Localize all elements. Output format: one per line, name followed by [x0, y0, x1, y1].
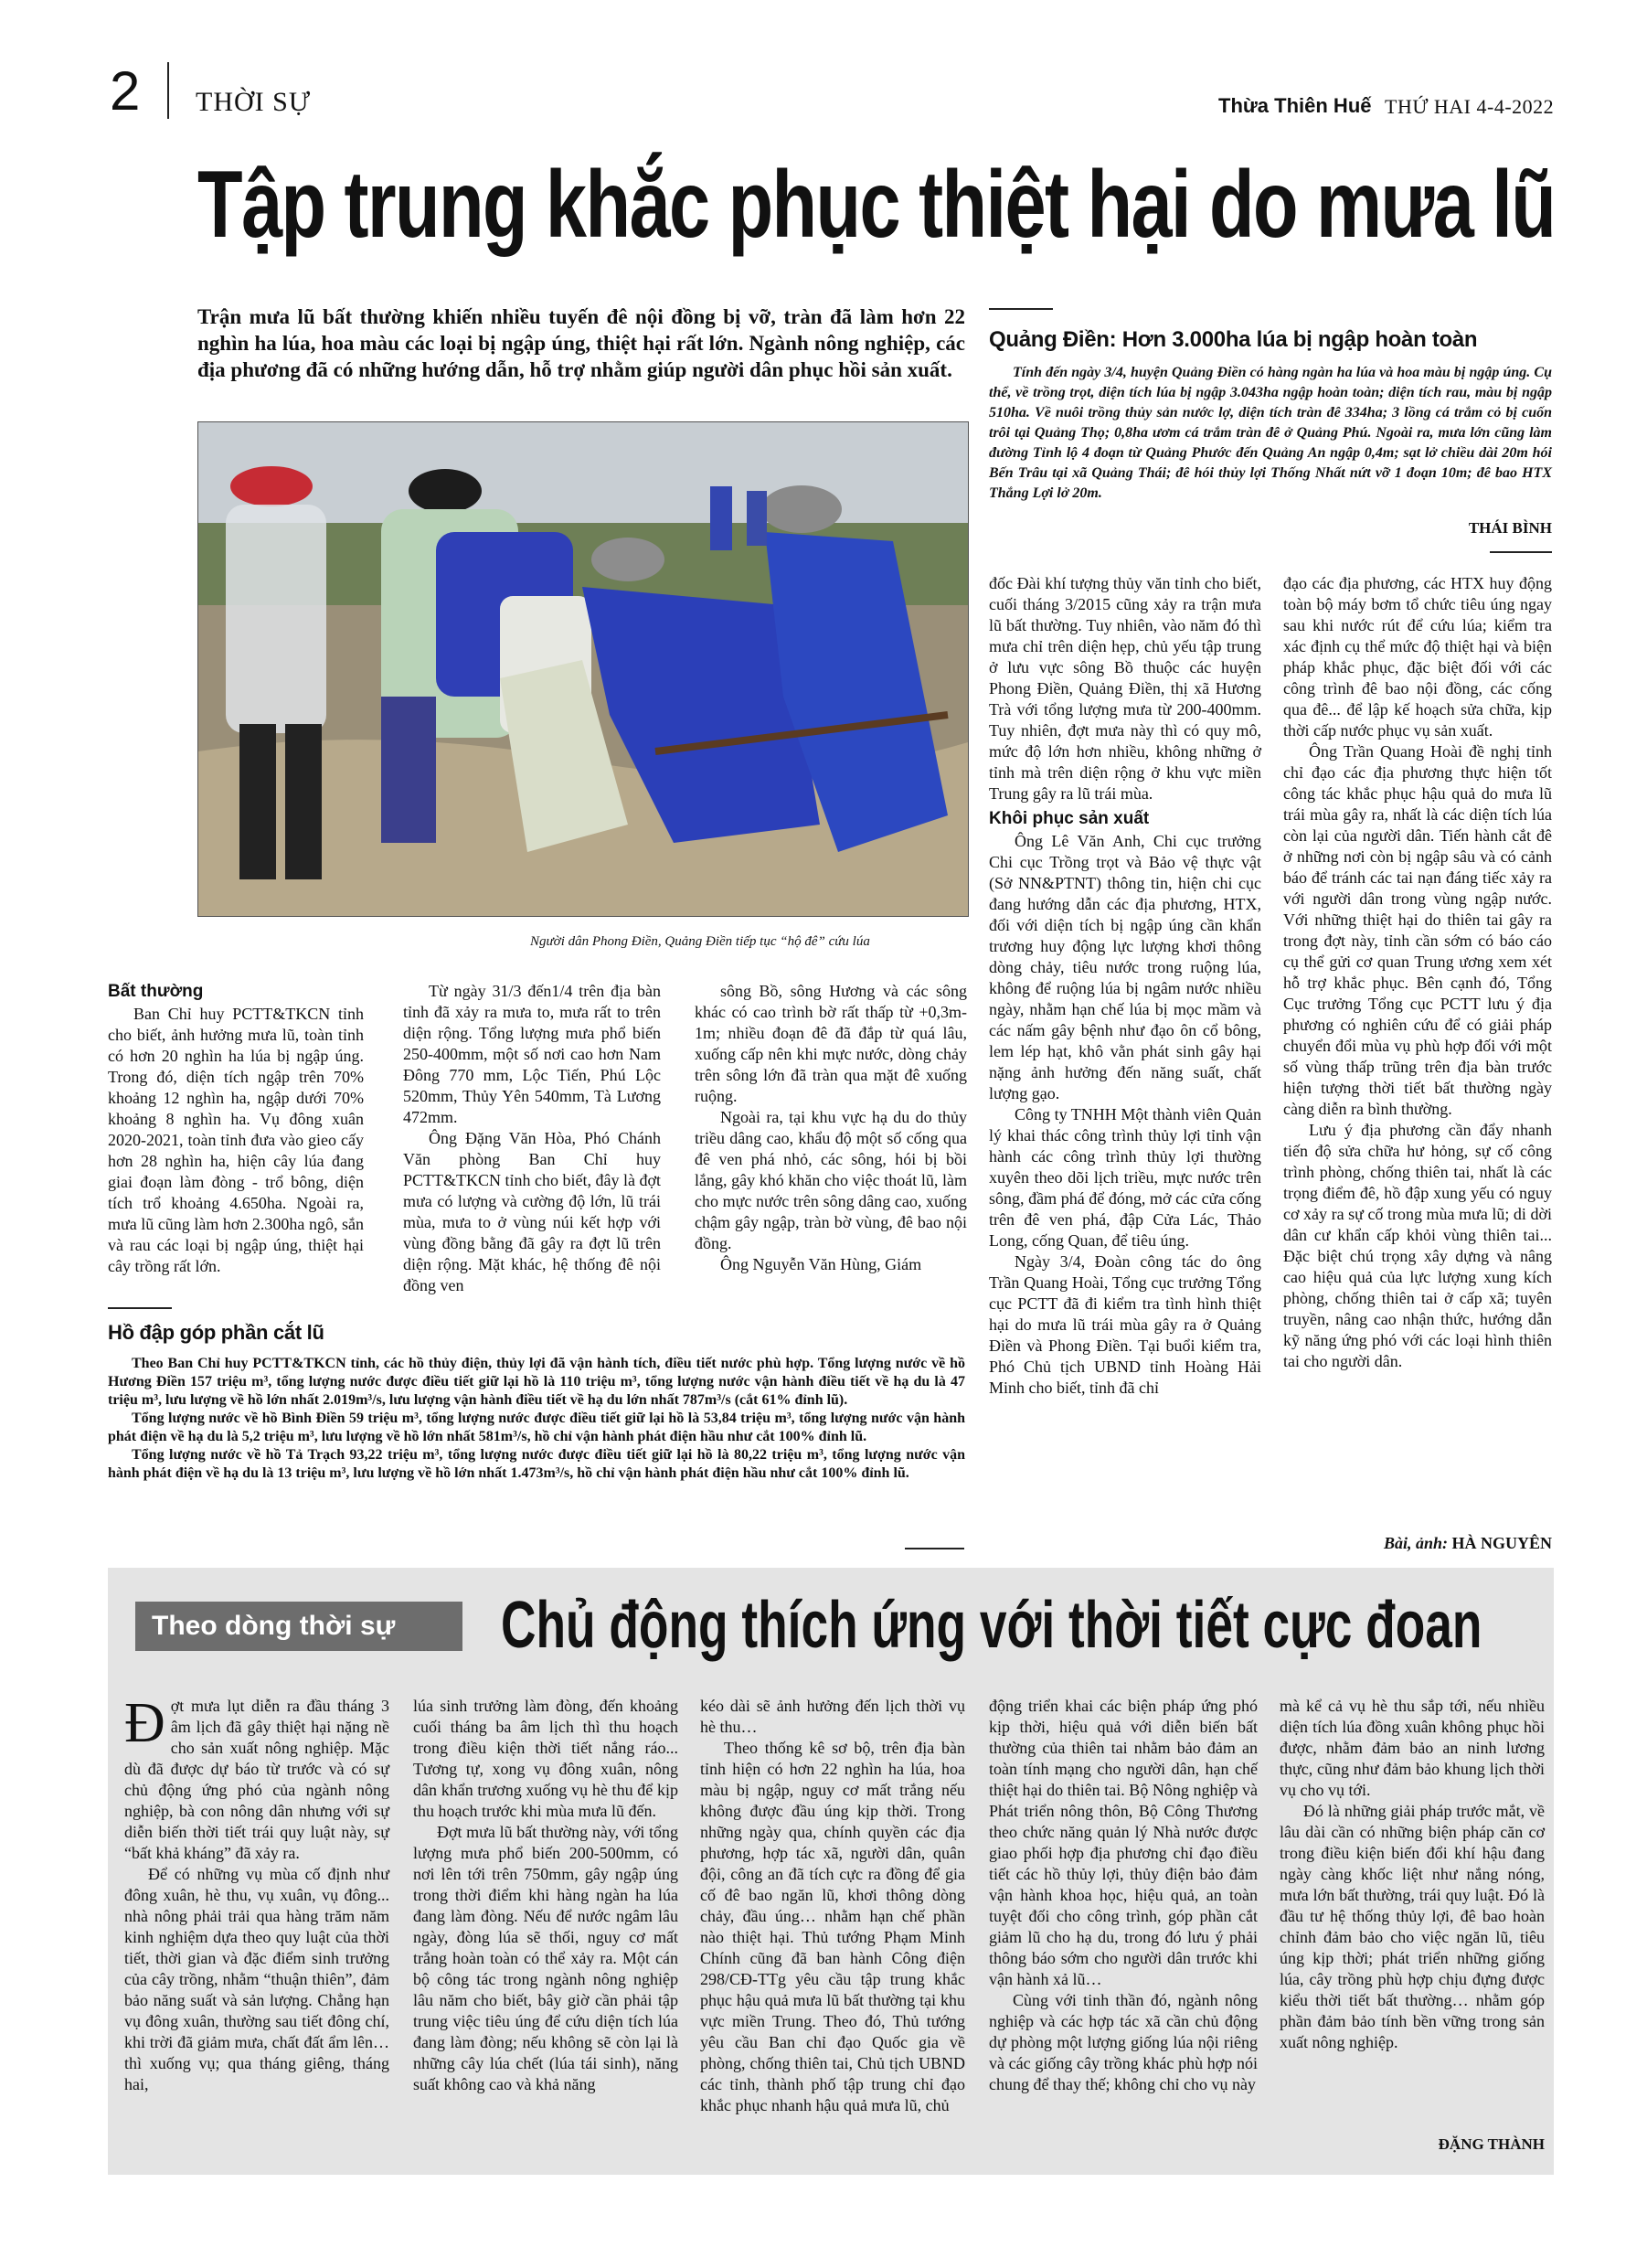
- opinion-col1-paragraph: Để có những vụ mùa cố định như đông xuân, hè thu, vụ xuân, vụ đông... nhà nông phải trải qua hàng trăm năm kinh nghiệm dựa theo quy luật của thời tiết, thời gian và đặc điểm sinh trưởng của cây trồng, nhằm “thuận thiên”, đảm bảo năng suất và sản lượng. Chẳng hạn vụ đông xuân, thường sau tiết đông chí, khi trời đã giảm mưa, chất đất ẩm lên… thì xuống vụ; qua tháng giêng, tháng hai,: [124, 1865, 389, 2093]
- lakes-heading: Hồ đập góp phần cắt lũ: [108, 1321, 324, 1344]
- byline-label: Bài, ảnh:: [1383, 1534, 1448, 1552]
- flood-photo: [197, 421, 969, 917]
- opinion-col2-paragraph: lúa sinh trưởng làm đòng, đến khoảng cuối tháng ba âm lịch thì thu hoạch trong điều kiện thời tiết nắng ráo... Tương tự, xong vụ đông xuân, nông dân khẩn trương xuống vụ hè thu để kịp thu hoạch trước khi mùa mưa lũ đến.: [413, 1697, 678, 1820]
- article-column-4: [989, 573, 1261, 1399]
- lakes-top-rule: [108, 1307, 172, 1309]
- col2-paragraph: Từ ngày 31/3 đến1/4 trên địa bàn tỉnh đã xảy ra mưa to, mưa rất to trên diện rộng. Tổng lượng mưa phổ biến 250-400mm, một số nơi cao hơn Nam Đông 770 mm, Lộc Tiến, Phú Lộc 520mm, Thủy Yên 540mm, Tà Lương 472mm.: [403, 982, 661, 1126]
- article-column-5: [1283, 573, 1552, 1372]
- main-headline: Tập trung khắc phục thiệt hại do mưa lũ: [197, 152, 1556, 258]
- opinion-col4-paragraph: Cùng với tinh thần đó, ngành nông nghiệp và các hợp tác xã cần chủ động dự phòng một lượng giống lúa nội riêng và các giống cây trồng khác phù hợp nói chung để thay thế; không chỉ cho vụ này: [989, 1991, 1258, 2093]
- lakes-paragraph: Theo Ban Chỉ huy PCTT&TKCN tỉnh, các hồ thủy điện, thủy lợi đã vận hành tích, điều tiết nước phù hợp. Tổng lượng nước về hồ Hương Điền 157 triệu m³, tổng lượng nước được điều tiết giữ lại hồ là 110 triệu m³, tổng lượng nước vận hành điều tiết về hạ du là 47 triệu m³, lưu lượng về hồ lớn nhất 2.019m³/s, lưu lượng vận hành điều tiết về hạ du lớn nhất 787m³/s (cắt 61% đỉnh lũ).: [108, 1356, 965, 1408]
- col4-paragraph: Ngày 3/4, Đoàn công tác do ông Trần Quang Hoài, Tổng cục trưởng Tổng cục PCTT đã đi kiểm tra tình hình thiệt hại do mưa lũ trái mùa gây ra ở Quảng Điền và Phong Điền. Tại buổi kiểm tra, Phó Chủ tịch UBND tỉnh Hoàng Hải Minh cho biết, tỉnh đã chỉ: [989, 1252, 1261, 1397]
- col2-paragraph: Ông Đặng Văn Hòa, Phó Chánh Văn phòng Ban Chỉ huy PCTT&TKCN tỉnh cho biết, đây là đợt mưa có lượng và cường độ lớn, lũ trái mùa, mưa to ở vùng núi kết hợp với vùng đồng bằng đã gây ra đợt lũ trên diện rộng. Mặt khác, hệ thống đê nội đồng ven: [403, 1129, 661, 1294]
- drop-cap: Đ: [124, 1692, 165, 1754]
- opinion-col5-paragraph: mà kể cả vụ hè thu sắp tới, nếu nhiều diện tích lúa đồng xuân không phục hồi được, nhằm đảm bảo an ninh lương thực, cũng như đảm bảo khung lịch thời vụ cho vụ tới.: [1280, 1697, 1545, 1799]
- article-byline: [1283, 1534, 1552, 1553]
- col3-paragraph: sông Bồ, sông Hương và các sông khác có cao trình bờ rất thấp từ +0,3m-1m; nhiều đoạn đê đã đắp từ quá lâu, xuống cấp nên khi mực nước, dòng chảy trên sông lớn đã tràn qua mặt đê xuống ruộng.: [695, 982, 967, 1105]
- opinion-col2-paragraph: Đợt mưa lũ bất thường này, với tổng lượng mưa phổ biến 200-500mm, có nơi lên tới trên 750mm, gây ngập úng trong thời điểm khi hàng ngàn ha lúa đang làm đòng. Nếu để nước ngâm lâu ngày, đòng lúa sẽ thối, nguy cơ mất trắng hoàn toàn có thể xảy ra. Một cán bộ công tác trong ngành nông nghiệp lâu năm cho biết, bây giờ cần phải tập trung việc tiêu úng để cứu diện tích lúa đang làm đòng; nếu không sẽ còn lại là những cây lúa chết (lúa tái sinh), năng suất không cao và khả năng: [413, 1823, 678, 2093]
- col4-paragraph: đốc Đài khí tượng thủy văn tỉnh cho biết, cuối tháng 3/2015 cũng xảy ra trận mưa lũ bất thường. Tuy nhiên, vào năm đó thì mưa chỉ trên diện hẹp, chủ yếu tập trung ở lưu vực sông Bồ thuộc các huyện Phong Điền, Quảng Điền, thị xã Hương Trà với tổng lượng mưa từ 200-400mm. Tuy nhiên, đợt mưa này thì có quy mô, mức độ lớn hơn nhiều, không những ở tỉnh mà trên diện rộng ở khu vực miền Trung gây ra lũ trái mùa.: [989, 574, 1261, 803]
- sidebar-bottom-rule: [1490, 551, 1552, 553]
- col5-paragraph: Lưu ý địa phương cần đẩy nhanh tiến độ sửa chữa hư hỏng, sự cố công trình phòng, chống thiên tai, nhất là các trọng điểm đê, hồ đập xung yếu có nguy cơ xảy ra sự cố trong mùa mưa lũ; di dời dân cư khẩn cấp khỏi vùng thiên tai... Đặc biệt chú trọng xây dựng và nâng cao hiệu quả của lực lượng xung kích phòng, chống thiên tai ở cấp xã; tuyên truyền, nâng cao nhận thức, hướng dẫn kỹ năng ứng phó với các loại hình thiên tai cho người dân.: [1283, 1121, 1552, 1370]
- col4-paragraph: Ông Lê Văn Anh, Chi cục trưởng Chi cục Trồng trọt và Bảo vệ thực vật (Sở NN&PTNT) thông tin, hiện chi cục đang hướng dẫn các địa phương, HTX, đối với diện tích bị ngập úng cần khẩn trương huy động lực lượng khơi thông dòng chảy, tiêu nước trong ruộng lúa, không để ruộng lúa bị ngâm nước nhiều ngày, nhằm hạn chế lúa bị mọc mầm và các nấm gây bệnh như đạo ôn cổ bông, lem lép hạt, khô vằn phát sinh gây hại nặng ảnh hưởng đến năng suất, chất lượng gạo.: [989, 832, 1261, 1102]
- opinion-column-1: [124, 1692, 389, 2095]
- opinion-col3-paragraph: kéo dài sẽ ảnh hưởng đến lịch thời vụ hè thu…: [700, 1697, 965, 1736]
- masthead-divider: [167, 62, 169, 119]
- page-number: 2: [110, 60, 141, 122]
- photo-caption: Người dân Phong Điền, Quảng Điền tiếp tục “hộ đê” cứu lúa: [530, 934, 870, 949]
- col3-paragraph: Ông Nguyễn Văn Hùng, Giám: [720, 1255, 922, 1273]
- lakes-paragraph: Tổng lượng nước về hồ Bình Điền 59 triệu m³, tổng lượng nước được điều tiết giữ lại hồ là 53,84 triệu m³, tổng lượng nước vận hành phát điện về hạ du là 5,2 triệu m³, lưu lượng về hồ lớn nhất 581m³/s, hồ chỉ vận hành phát điện hầu như cắt 100% đỉnh lũ.: [108, 1411, 965, 1444]
- opinion-col4-paragraph: động triển khai các biện pháp ứng phó kịp thời, hiệu quả với diễn biến bất thường của thiên tai nhằm bảo đảm an toàn tính mạng cho người dân, hạn chế thiệt hại do thiên tai. Bộ Nông nghiệp và Phát triển nông thôn, Bộ Công Thương theo chức năng quản lý Nhà nước được giao phối hợp địa phương chỉ đạo điều tiết các hồ thủy lợi, thủy điện bảo đảm vận hành khoa học, hiệu quả, an toàn tuyệt đối cho công trình, góp phần cắt giảm lũ cho hạ du, trong đó lưu ý phải thông báo sớm cho người dân trước khi vận hành xả lũ…: [989, 1697, 1258, 1988]
- issue-date: THỨ HAI 4-4-2022: [1385, 95, 1555, 118]
- subheading-khoi-phuc: Khôi phục sản xuất: [989, 809, 1150, 828]
- sidebar-byline: THÁI BÌNH: [1468, 519, 1552, 537]
- opinion-column-3: [700, 1696, 965, 2116]
- lakes-paragraph: Tổng lượng nước về hồ Tả Trạch 93,22 triệu m³, tổng lượng nước được điều tiết giữ lại hồ là 80,22 triệu m³, tổng lượng nước vận hành phát điện về hạ du là 13 triệu m³, lưu lượng về hồ lớn nhất 1.473m³/s, hồ chỉ vận hành phát điện hầu như cắt 100% đỉnh lũ.: [108, 1447, 965, 1481]
- opinion-col5-paragraph: Đó là những giải pháp trước mắt, về lâu dài cần có những biện pháp căn cơ trong điều kiện biến đổi khí hậu đang ngày càng khốc liệt như nắng nóng, mưa lớn bất thường, trái quy luật. Đó là đầu tư hệ thống thủy lợi, đê bao hoàn chỉnh đảm bảo cho việc ngăn lũ, tiêu úng kịp thời; phát triển những giống lúa, cây trồng phù hợp chịu đựng được kiểu thời tiết bất thường… nhằm góp phần đảm bảo tính bền vững trong sản xuất nông nghiệp.: [1280, 1802, 1545, 2051]
- opinion-column-4: [989, 1696, 1258, 2095]
- lead-paragraph: Trận mưa lũ bất thường khiến nhiều tuyến đê nội đồng bị vỡ, tràn đã làm hơn 22 nghìn ha lúa, hoa màu các loại bị ngập úng, thiệt hại rất lớn. Ngành nông nghiệp, các địa phương đã có những hướng dẫn, hỗ trợ nhằm giúp người dân phục hồi sản xuất.: [197, 305, 965, 381]
- byline-name: HÀ NGUYÊN: [1451, 1534, 1552, 1552]
- opinion-col1-text: ợt mưa lụt diễn ra đầu tháng 3 âm lịch đã gây thiệt hại nặng nề cho sản xuất nông nghiệp. Mặc dù đã được dự báo từ trước và có sự chủ động ứng phó của ngành nông nghiệp, bà con nông dân nhưng với sự diễn biến thời tiết trái quy luật này, sự “bất khả kháng” đã xảy ra.: [124, 1697, 389, 1862]
- subheading-bat-thuong: Bất thường: [108, 982, 204, 1001]
- flood-photo-illustration: [198, 422, 968, 916]
- col5-paragraph: Ông Trần Quang Hoài đề nghị tỉnh chỉ đạo các địa phương thực hiện tốt công tác khắc phục hậu quả do mưa lũ trái mùa gây ra, nhất là các diện tích lúa còn lại của người dân. Tiến hành cắt đê ở những nơi còn bị ngập sâu và có cảnh báo để tránh các tai nạn đáng tiếc xảy ra với người dân trong vùng ngập nước. Với những thiệt hại do thiên tai gây ra trong đợt này, tỉnh cần sớm có báo cáo cụ thể gửi cơ quan Trung ương xem xét hỗ trợ khắc phục. Bên cạnh đó, Tổng Cục trưởng Tổng cục PCTT lưu ý địa phương có nghiên cứu để có giải pháp chuyển đổi mùa vụ phù hợp đối với một số vùng thấp trũng trên địa bàn trước hiện tượng thời tiết bất thường ngày càng diễn ra bình thường.: [1283, 742, 1552, 1118]
- column-tag: Theo dòng thời sự: [135, 1602, 462, 1651]
- col5-paragraph: đạo các địa phương, các HTX huy động toàn bộ máy bơm tổ chức tiêu úng ngay sau khi nước rút để cứu lúa; kiểm tra xác định cụ thể mức độ thiệt hại và biện pháp khắc phục, đặc biệt đối với các công trình đê bao nội đồng, các cống qua đê... để lập kế hoạch sửa chữa, kịp thời cấp nước phục vụ sản xuất.: [1283, 574, 1552, 740]
- paper-name: Thừa Thiên Huế: [1218, 94, 1372, 117]
- col4-paragraph: Công ty TNHH Một thành viên Quản lý khai thác công trình thủy lợi tỉnh vận hành các công trình thủy lợi thường xuyên theo dõi lịch triều, mực nước trên sông, đầm phá để đóng, mở các cửa cống trên đê ven phá, đập Cửa Lác, Thảo Long, cống Quan, để tiêu úng.: [989, 1105, 1261, 1250]
- lakes-bottom-rule: [905, 1548, 964, 1549]
- opinion-col3-paragraph: Theo thống kê sơ bộ, trên địa bàn tỉnh hiện có hơn 22 nghìn ha lúa, hoa màu bị ngập, nguy cơ mất trắng nếu không được đầu úng kịp thời. Trong những ngày qua, chính quyền các địa phương, hợp tác xã, người dân, quân đội, công an đã tích cực ra đồng để gia cố đê bao ngăn lũ, khơi thông dòng chảy, đầu úng… nhằm hạn chế phần nào thiệt hại. Thủ tướng Phạm Minh Chính cũng đã ban hành Công điện 298/CĐ-TTg yêu cầu tập trung khắc phục hậu quả mưa lũ bất thường tại khu vực miền Trung. Theo đó, Thủ tướng yêu cầu Ban chỉ đạo Quốc gia về phòng, chống thiên tai, Chủ tịch UBND các tỉnh, thành phố tập trung chỉ đạo khắc phục nhanh hậu quả mưa lũ, chủ: [700, 1739, 965, 2114]
- opinion-byline: ĐẶNG THÀNH: [1438, 2135, 1545, 2153]
- article-column-1: [108, 981, 364, 1277]
- section-label: THỜI SỰ: [196, 87, 312, 117]
- opinion-column-2: [413, 1696, 678, 2095]
- article-column-3: [695, 981, 967, 1275]
- col1-paragraph: Ban Chỉ huy PCTT&TKCN tỉnh cho biết, ảnh hưởng mưa lũ, toàn tỉnh có hơn 20 nghìn ha lúa bị ngập úng. Trong đó, diện tích ngập trên 70% khoảng 12 nghìn ha, ngập dưới 70% khoảng 8 nghìn ha. Vụ đông xuân 2020-2021, toàn tỉnh đưa vào gieo cấy hơn 28 nghìn ha, hiện cây lúa đang giai đoạn làm đòng - trổ bông, diện tích trổ khoảng 4.650ha. Ngoài ra, mưa lũ cũng làm hơn 2.300ha ngô, sắn và rau các loại bị ngập úng, thiệt hại cây trồng rất lớn.: [108, 1005, 364, 1275]
- col3-paragraph: Ngoài ra, tại khu vực hạ du do thủy triều dâng cao, khẩu độ một số cống qua đê ven phá nhỏ, các sông, hói bị bồi lắng, gây khó khăn cho việc thoát lũ, làm cho mực nước trên sông dâng cao, xuống chậm gây ngập, tràn bờ vùng, đê bao nội đồng.: [695, 1108, 967, 1252]
- sidebar-top-rule: [989, 308, 1053, 310]
- opinion-headline: Chủ động thích ứng với thời tiết cực đoan: [501, 1589, 1482, 1662]
- lakes-text: [108, 1355, 965, 1483]
- opinion-column-5: [1280, 1696, 1545, 2053]
- article-column-2: [403, 981, 661, 1296]
- sidebar-heading: Quảng Điền: Hơn 3.000ha lúa bị ngập hoàn toàn: [989, 327, 1478, 352]
- sidebar-body: Tính đến ngày 3/4, huyện Quảng Điền có hàng ngàn ha lúa và hoa màu bị ngập úng. Cụ thể, về trồng trọt, diện tích lúa bị ngập 3.043ha ngập hoàn toàn; diện tích rau, màu bị ngập 510ha. Về nuôi trồng thủy sản nước lợ, diện tích tràn đê 334ha; 3 lồng cá trắm cỏ bị cuốn trôi tại Quảng Thọ; 0,8ha ươm cá trắm tràn đê ở Quảng Phú. Ngoài ra, mưa lớn cũng làm đường Tỉnh lộ 4 đoạn từ Quảng Phước đến Quảng An ngập 0,4m; sạt lở chiều dài 20m hói Bến Trâu tại xã Quảng Thái; đê hói thủy lợi Thống Nhất nứt vỡ 1 đoạn 10m; đê bao HTX Thắng Lợi lở 20m.: [989, 365, 1552, 501]
